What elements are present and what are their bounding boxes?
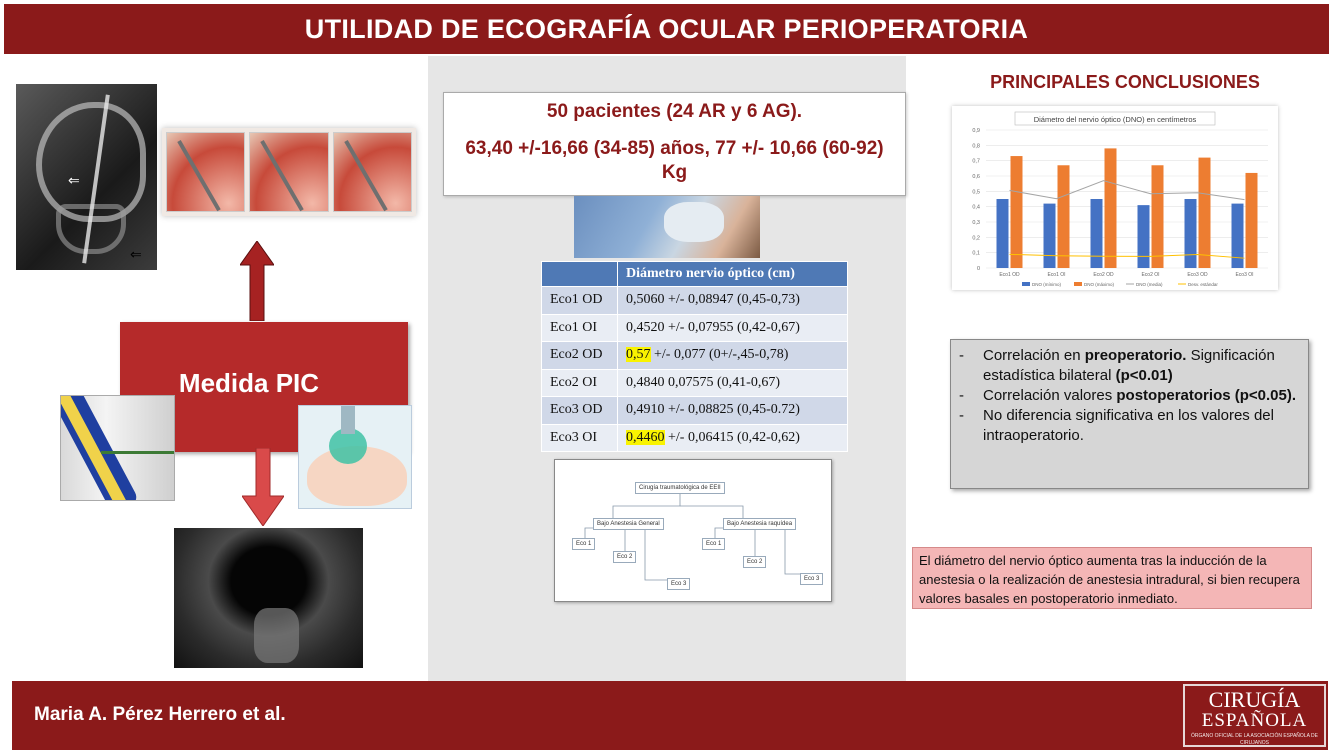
study-flow-diagram bbox=[554, 459, 832, 602]
table-cell-value bbox=[618, 342, 848, 370]
conclusions-list bbox=[959, 346, 1298, 446]
arrow-up-icon bbox=[240, 241, 274, 321]
table-cell-value bbox=[618, 424, 848, 452]
value-rest: +/- 0,06415 (0,42-0,62) bbox=[664, 429, 800, 445]
flow-eco3-node-b: Eco 3 bbox=[800, 573, 823, 585]
table-cell-value: 0,4520 +/- 0,07955 (0,42-0,67) bbox=[618, 314, 848, 342]
author-name: Maria A. Pérez Herrero et al. bbox=[34, 704, 286, 725]
conclusion-bold: postoperatorios bbox=[1116, 387, 1231, 404]
chart-bar-max bbox=[1152, 165, 1164, 268]
spinal-anesthesia-image bbox=[60, 395, 175, 501]
general-anesthesia-mask-image bbox=[298, 405, 412, 509]
chart-y-tick-label: 0,8 bbox=[972, 143, 980, 150]
table-row bbox=[542, 314, 848, 342]
conclusion-text: Correlación valores bbox=[983, 387, 1117, 404]
xray-arrow-left-icon: ⇐ bbox=[68, 172, 80, 188]
chart-legend-label: Desv. estándar bbox=[1188, 282, 1218, 287]
chart-legend-swatch bbox=[1074, 282, 1082, 286]
conclusion-item bbox=[959, 386, 1298, 406]
title-bar bbox=[4, 4, 1329, 54]
chart-title: Diámetro del nervio óptico (DNO) en centímetros bbox=[1033, 115, 1197, 124]
chart-x-tick-label: Eco2 OD bbox=[1093, 272, 1114, 278]
flow-general-anesthesia-node: Bajo Anestesia General bbox=[593, 518, 664, 530]
conclusion-bold: (p<0.01) bbox=[1115, 367, 1173, 384]
chart-x-tick-label: Eco3 OI bbox=[1235, 272, 1254, 278]
conclusion-item bbox=[959, 346, 1298, 386]
table-cell-label: Eco2 OD bbox=[542, 342, 618, 370]
chart-bar-min bbox=[1185, 199, 1197, 268]
chart-x-tick-label: Eco2 OI bbox=[1141, 272, 1160, 278]
conclusion-text: Significación estadística bilateral bbox=[983, 347, 1275, 384]
chart-y-tick-label: 0,7 bbox=[972, 158, 980, 165]
poster-title: UTILIDAD DE ECOGRAFÍA OCULAR PERIOPERATORIA bbox=[304, 13, 1029, 44]
mask-stem-shape bbox=[341, 406, 355, 434]
flow-spinal-anesthesia-node: Bajo Anestesia raquídea bbox=[723, 518, 796, 530]
chart-legend-swatch bbox=[1022, 282, 1030, 286]
spine-needle-shape bbox=[101, 451, 175, 454]
chart-bar-min bbox=[1044, 204, 1056, 268]
journal-logo bbox=[1183, 684, 1326, 747]
table-header-dno: Diámetro nervio óptico (cm) bbox=[618, 262, 848, 287]
table-header-row bbox=[542, 262, 848, 287]
conclusion-text: Correlación en bbox=[983, 347, 1085, 364]
chart-y-tick-label: 0,1 bbox=[972, 250, 980, 257]
chart-y-tick-label: 0,2 bbox=[972, 235, 980, 242]
needle-frame-3 bbox=[333, 132, 412, 212]
xray-arrow-right-icon: ⇐ bbox=[130, 246, 142, 262]
conclusion-text: No diferencia significativa en los valores del intraoperatorio. bbox=[983, 407, 1274, 444]
glove-shape bbox=[664, 202, 724, 242]
xray-image bbox=[16, 84, 157, 270]
table-cell-label: Eco3 OI bbox=[542, 424, 618, 452]
highlighted-value: 0,4460 bbox=[626, 429, 665, 445]
chart-legend-label: DNO (máximo) bbox=[1084, 282, 1114, 287]
flow-eco1-node-a: Eco 1 bbox=[572, 538, 595, 550]
needle-frame-2 bbox=[249, 132, 328, 212]
needle-shape bbox=[177, 140, 220, 211]
flow-eco1-node-b: Eco 1 bbox=[702, 538, 725, 550]
flow-eco2-node-b: Eco 2 bbox=[743, 556, 766, 568]
chart-y-tick-label: 0,9 bbox=[972, 128, 980, 134]
table-row bbox=[542, 424, 848, 452]
footer-bar bbox=[12, 681, 1328, 750]
needle-frame-1 bbox=[166, 132, 245, 212]
chart-y-tick-label: 0,5 bbox=[972, 189, 980, 196]
chart-y-tick-label: 0,3 bbox=[972, 220, 980, 226]
chart-y-tick-label: 0 bbox=[976, 266, 980, 272]
optic-nerve-shadow-shape bbox=[254, 608, 299, 663]
value-rest: +/- 0,077 (0+/-,45-0,78) bbox=[650, 347, 789, 363]
table-cell-value: 0,4910 +/- 0,08825 (0,45-0.72) bbox=[618, 397, 848, 425]
chart-x-tick-label: Eco3 OD bbox=[1187, 272, 1208, 278]
flow-root-node: Cirugía traumatológica de EEII bbox=[635, 482, 725, 494]
table-cell-value: 0,4840 0,07575 (0,41-0,67) bbox=[618, 369, 848, 397]
chart-bar-min bbox=[997, 199, 1009, 268]
flow-eco3-node-a: Eco 3 bbox=[667, 578, 690, 590]
conclusion-bold: (p<0.05). bbox=[1234, 387, 1297, 404]
chart-bar-max bbox=[1246, 173, 1258, 268]
conclusion-item bbox=[959, 406, 1298, 446]
chart-bar-max bbox=[1199, 158, 1211, 268]
chart-bar-min bbox=[1091, 199, 1103, 268]
chart-x-tick-label: Eco1 OD bbox=[999, 272, 1020, 278]
chart-y-tick-label: 0,4 bbox=[972, 204, 980, 211]
table-cell-label: Eco2 OI bbox=[542, 369, 618, 397]
conclusions-box bbox=[950, 339, 1309, 489]
chart-y-tick-label: 0,6 bbox=[972, 174, 980, 180]
chart-bar-max bbox=[1011, 156, 1023, 268]
flow-eco2-node-a: Eco 2 bbox=[613, 551, 636, 563]
chart-bar-max bbox=[1105, 148, 1117, 268]
logo-text-line3: ÓRGANO OFICIAL DE LA ASOCIACIÓN ESPAÑOLA DE CIRUJANOS bbox=[1191, 733, 1318, 746]
logo-text-line1: CIRUGÍA bbox=[1208, 687, 1301, 712]
conclusions-title: PRINCIPALES CONCLUSIONES bbox=[990, 72, 1260, 92]
table-cell-label: Eco1 OI bbox=[542, 314, 618, 342]
table-cell-label: Eco3 OD bbox=[542, 397, 618, 425]
table-row bbox=[542, 342, 848, 370]
key-finding-box: El diámetro del nervio óptico aumenta tras la inducción de la anestesia o la realización de anestesia intradural, si bien recupera valores basales en postoperatorio inmediato. bbox=[912, 547, 1312, 609]
table-cell-label: Eco1 OD bbox=[542, 287, 618, 315]
chart-legend-label: DNO (media) bbox=[1136, 282, 1163, 287]
needle-shape bbox=[261, 140, 304, 211]
needle-shape bbox=[344, 140, 387, 211]
table-row bbox=[542, 369, 848, 397]
dno-chart bbox=[952, 106, 1278, 290]
surgery-photo bbox=[574, 196, 760, 258]
logo-text-line2: ESPAÑOLA bbox=[1201, 710, 1308, 731]
patients-count-text: 50 pacientes (24 AR y 6 AG). bbox=[546, 101, 803, 122]
chart-legend-label: DNO (mínimo) bbox=[1032, 282, 1061, 287]
chart-x-tick-label: Eco1 OI bbox=[1047, 272, 1066, 278]
pic-label: Medida PIC bbox=[178, 367, 320, 398]
dno-table bbox=[541, 261, 848, 452]
needle-puncture-images bbox=[162, 128, 416, 216]
ocular-ultrasound-image bbox=[174, 528, 363, 668]
highlighted-value: 0,57 bbox=[626, 347, 651, 363]
table-row bbox=[542, 397, 848, 425]
conclusion-bold: preoperatorio. bbox=[1084, 347, 1187, 364]
patients-summary-box bbox=[443, 92, 906, 196]
table-header-empty bbox=[542, 262, 618, 287]
chart-bar-max bbox=[1058, 165, 1070, 268]
chart-bar-min bbox=[1138, 205, 1150, 268]
dno-chart-svg bbox=[952, 106, 1278, 290]
patients-demographics-text: 63,40 +/-16,66 (34-85) años, 77 +/- 10,66 (60-92) Kg bbox=[465, 138, 884, 183]
arrow-down-icon bbox=[242, 448, 284, 526]
table-cell-value: 0,5060 +/- 0,08947 (0,45-0,73) bbox=[618, 287, 848, 315]
table-row bbox=[542, 287, 848, 315]
